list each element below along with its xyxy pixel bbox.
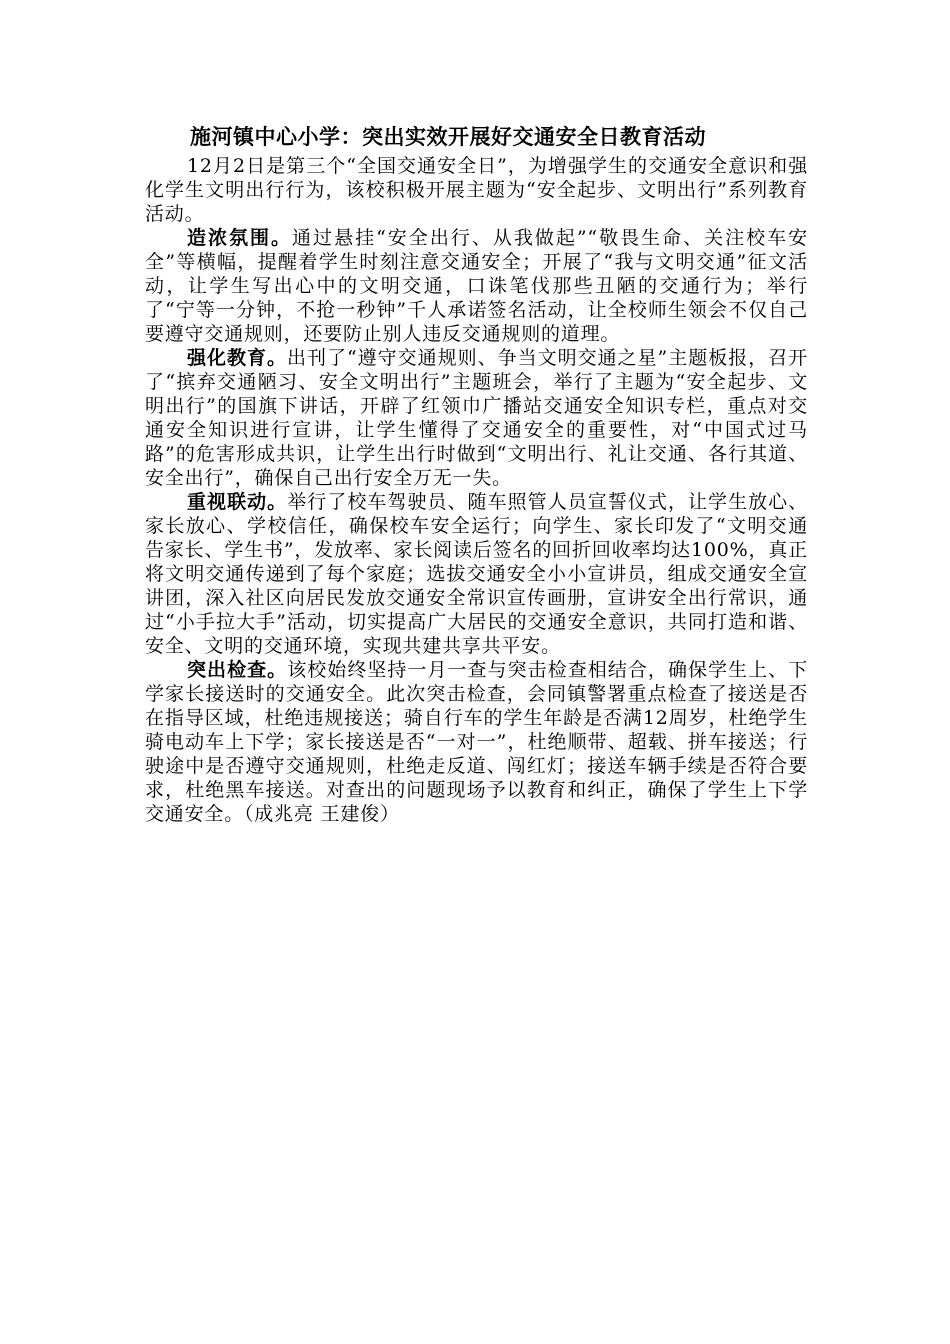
section-body: 该校始终坚持一月一查与突击检查相结合，确保学生上、下学家长接送时的交通安全。此次突击检查，会同镇警署重点检查了接送是否在指导区域，杜绝违规接送；骑自行车的学生年龄是否满12周岁，杜绝学生骑电动车上下学；家长接送是否“一对一”，杜绝顺带、超载、拼车接送；行驶途中是否遵守交通规则，杜绝走反道、闯红灯；接送车辆手续是否符合要求，杜绝黑车接送。对查出的问题现场予以教育和纠正，确保了学生上下学交通安全。（成兆亮 王建俊）	[145, 659, 808, 825]
section-paragraph-atmosphere	[145, 226, 808, 346]
section-body: 出刊了“遵守交通规则、争当文明交通之星”主题板报，召开了“摈弃交通陋习、安全文明出行”主题班会，举行了主题为“安全起步、文明出行”的国旗下讲话，开辟了红领巾广播站交通安全知识专栏，重点对交通安全知识进行宣讲，让学生懂得了交通安全的重要性，对“中国式过马路”的危害形成共识，让学生出行时做到“文明出行、礼让交通、各行其道、安全出行”，确保自己出行安全万无一失。	[145, 347, 808, 489]
section-body: 举行了校车驾驶员、随车照管人员宣誓仪式，让学生放心、家长放心、学校信任，确保校车安全运行；向学生、家长印发了“文明交通告家长、学生书”，发放率、家长阅读后签名的回折回收率均达100%，真正将文明交通传递到了每个家庭；选拔交通安全小小宣讲员，组成交通安全宣讲团，深入社区向居民发放交通安全常识宣传画册，宣讲安全出行常识，通过“小手拉大手”活动，切实提高广大居民的交通安全意识，共同打造和谐、安全、文明的交通环境，实现共建共享共平安。	[145, 491, 808, 657]
document-page	[145, 120, 808, 826]
document-title: 施河镇中心小学：突出实效开展好交通安全日教育活动	[190, 124, 706, 149]
section-heading: 重视联动。	[187, 491, 288, 513]
section-paragraph-inspection	[145, 658, 808, 826]
intro-paragraph: 12月2日是第三个“全国交通安全日”，为增强学生的交通安全意识和强化学生文明出行行为，该校积极开展主题为“安全起步、文明出行”系列教育活动。	[145, 155, 808, 225]
section-heading: 突出检查。	[187, 659, 288, 681]
section-heading: 强化教育。	[187, 347, 287, 369]
section-paragraph-linkage	[145, 490, 808, 658]
section-body: 通过悬挂“安全出行、从我做起”“敬畏生命、关注校车安全”等横幅，提醒着学生时刻注意交通安全；开展了“我与文明交通”征文活动，让学生写出心中的文明交通，口诛笔伐那些丑陋的交通行为；举行了“宁等一分钟，不抢一秒钟”千人承诺签名活动，让全校师生领会不仅自己要遵守交通规则，还要防止别人违反交通规则的道理。	[145, 227, 808, 345]
section-heading: 造浓氛围。	[187, 227, 293, 249]
section-paragraph-education	[145, 346, 808, 490]
